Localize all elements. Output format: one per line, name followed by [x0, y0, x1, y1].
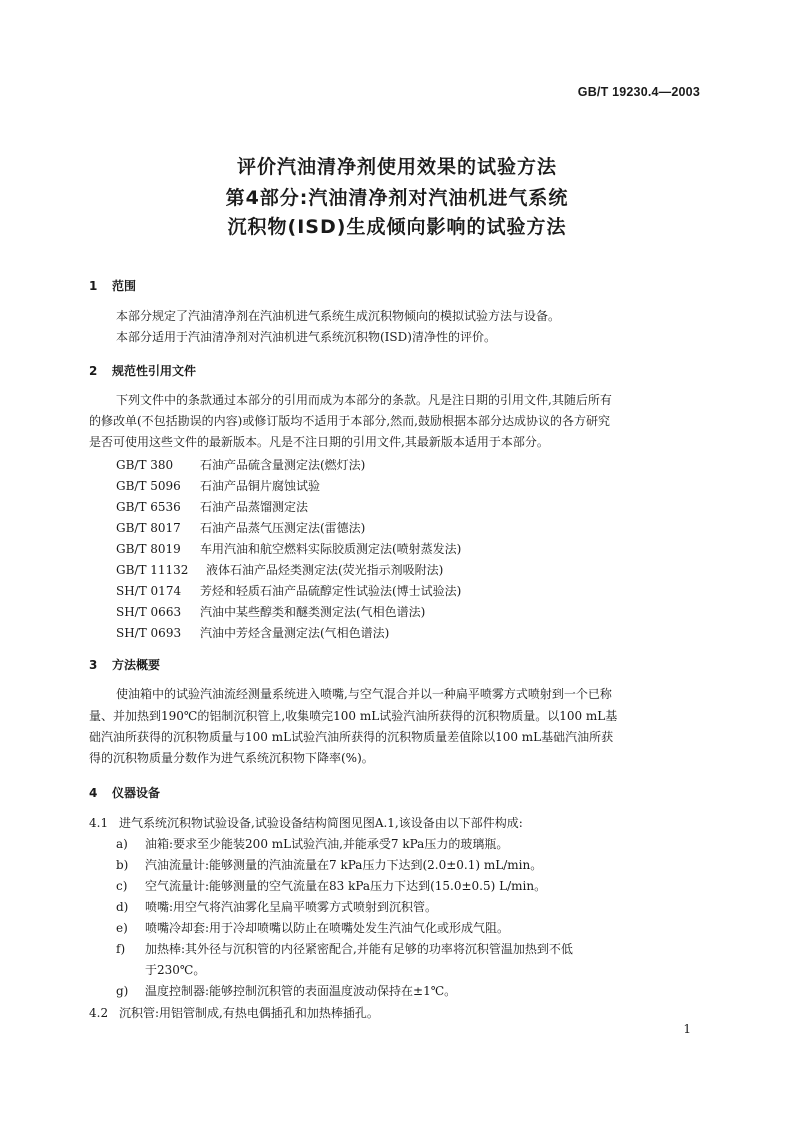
reference-item: SH/T 0663 汽油中某些醇类和醚类测定法(气相色谱法)	[116, 605, 426, 619]
list-item: f) 加热棒:其外径与沉积管的内径紧密配合,并能有足够的功率将沉积管温加热到不低	[116, 942, 573, 956]
reference-item: GB/T 5096 石油产品铜片腐蚀试验	[116, 479, 321, 493]
list-item: d) 喷嘴:用空气将汽油雾化呈扁平喷雾方式喷射到沉积管。	[116, 900, 438, 914]
section-3-line-1: 使油箱中的试验汽油流经测量系统进入喷嘴,与空气混合并以一种扁平喷雾方式喷射到一个已称	[116, 687, 612, 701]
list-item: e) 喷嘴冷却套:用于冷却喷嘴以防止在喷嘴处发生汽油气化或形成气阻。	[116, 921, 510, 935]
title-line-2: 第4部分:汽油清净剂对汽油机进气系统	[225, 187, 569, 209]
title-line-1: 评价汽油清净剂使用效果的试验方法	[236, 156, 557, 178]
section-4-heading: 4 仪器设备	[89, 786, 161, 800]
section-2-paragraph-line-1: 下列文件中的条款通过本部分的引用而成为本部分的条款。凡是注日期的引用文件,其随后所有	[116, 393, 612, 407]
section-2-heading: 2 规范性引用文件	[89, 364, 197, 378]
reference-item: SH/T 0174 芳烃和轻质石油产品硫醇定性试验法(博士试验法)	[116, 584, 462, 598]
section-1-paragraph-2: 本部分适用于汽油清净剂对汽油机进气系统沉积物(ISD)清净性的评价。	[116, 330, 496, 344]
section-2-paragraph-line-2: 的修改单(不包括勘误的内容)或修订版均不适用于本部分,然而,鼓励根据本部分达成协议的各方研究	[89, 414, 610, 428]
reference-item: GB/T 8019 车用汽油和航空燃料实际胶质测定法(喷射蒸发法)	[116, 542, 462, 556]
section-2-paragraph-line-3: 是否可使用这些文件的最新版本。凡是不注日期的引用文件,其最新版本适用于本部分。	[89, 435, 549, 449]
reference-item: GB/T 11132 液体石油产品烃类测定法(荧光指示剂吸附法)	[116, 563, 444, 577]
title-line-3: 沉积物(ISD)生成倾向影响的试验方法	[227, 216, 567, 238]
list-item: a) 油箱:要求至少能装200 mL试验汽油,并能承受7 kPa压力的玻璃瓶。	[116, 837, 509, 851]
list-item: g) 温度控制器:能够控制沉积管的表面温度波动保持在±1℃。	[116, 984, 457, 998]
section-3-heading: 3 方法概要	[89, 658, 161, 672]
list-item: c) 空气流量计:能够测量的空气流量在83 kPa压力下达到(15.0±0.5) L/min。	[116, 879, 547, 893]
section-3-line-4: 得的沉积物质量分数作为进气系统沉积物下降率(%)。	[89, 751, 374, 765]
section-3-line-2: 量、并加热到190℃的铝制沉积管上,收集喷完100 mL试验汽油所获得的沉积物质量。以100 mL基	[89, 709, 618, 723]
section-3-line-3: 础汽油所获得的沉积物质量与100 mL试验汽油所获得的沉积物质量差值除以100 mL基础汽油所获	[89, 730, 614, 744]
section-1-paragraph-1: 本部分规定了汽油清净剂在汽油机进气系统生成沉积物倾向的模拟试验方法与设备。	[116, 309, 561, 323]
reference-item: GB/T 8017 石油产品蒸气压测定法(雷德法)	[116, 521, 366, 535]
subsection-4-2: 4.2 沉积管:用铝管制成,有热电偶插孔和加热棒插孔。	[89, 1006, 379, 1020]
list-item: b) 汽油流量计:能够测量的汽油流量在7 kPa压力下达到(2.0±0.1) mL/min。	[116, 858, 543, 872]
standard-code: GB/T 19230.4—2003	[577, 85, 700, 99]
reference-item: GB/T 6536 石油产品蒸馏测定法	[116, 500, 309, 514]
section-1-heading: 1 范围	[89, 279, 137, 293]
page-number: 1	[683, 1022, 691, 1036]
reference-item: SH/T 0693 汽油中芳烃含量测定法(气相色谱法)	[116, 626, 390, 640]
subsection-4-1: 4.1 进气系统沉积物试验设备,试验设备结构简图见图A.1,该设备由以下部件构成:	[89, 816, 523, 830]
reference-item: GB/T 380 石油产品硫含量测定法(燃灯法)	[116, 458, 366, 472]
list-item-continuation: 于230℃。	[145, 963, 206, 977]
